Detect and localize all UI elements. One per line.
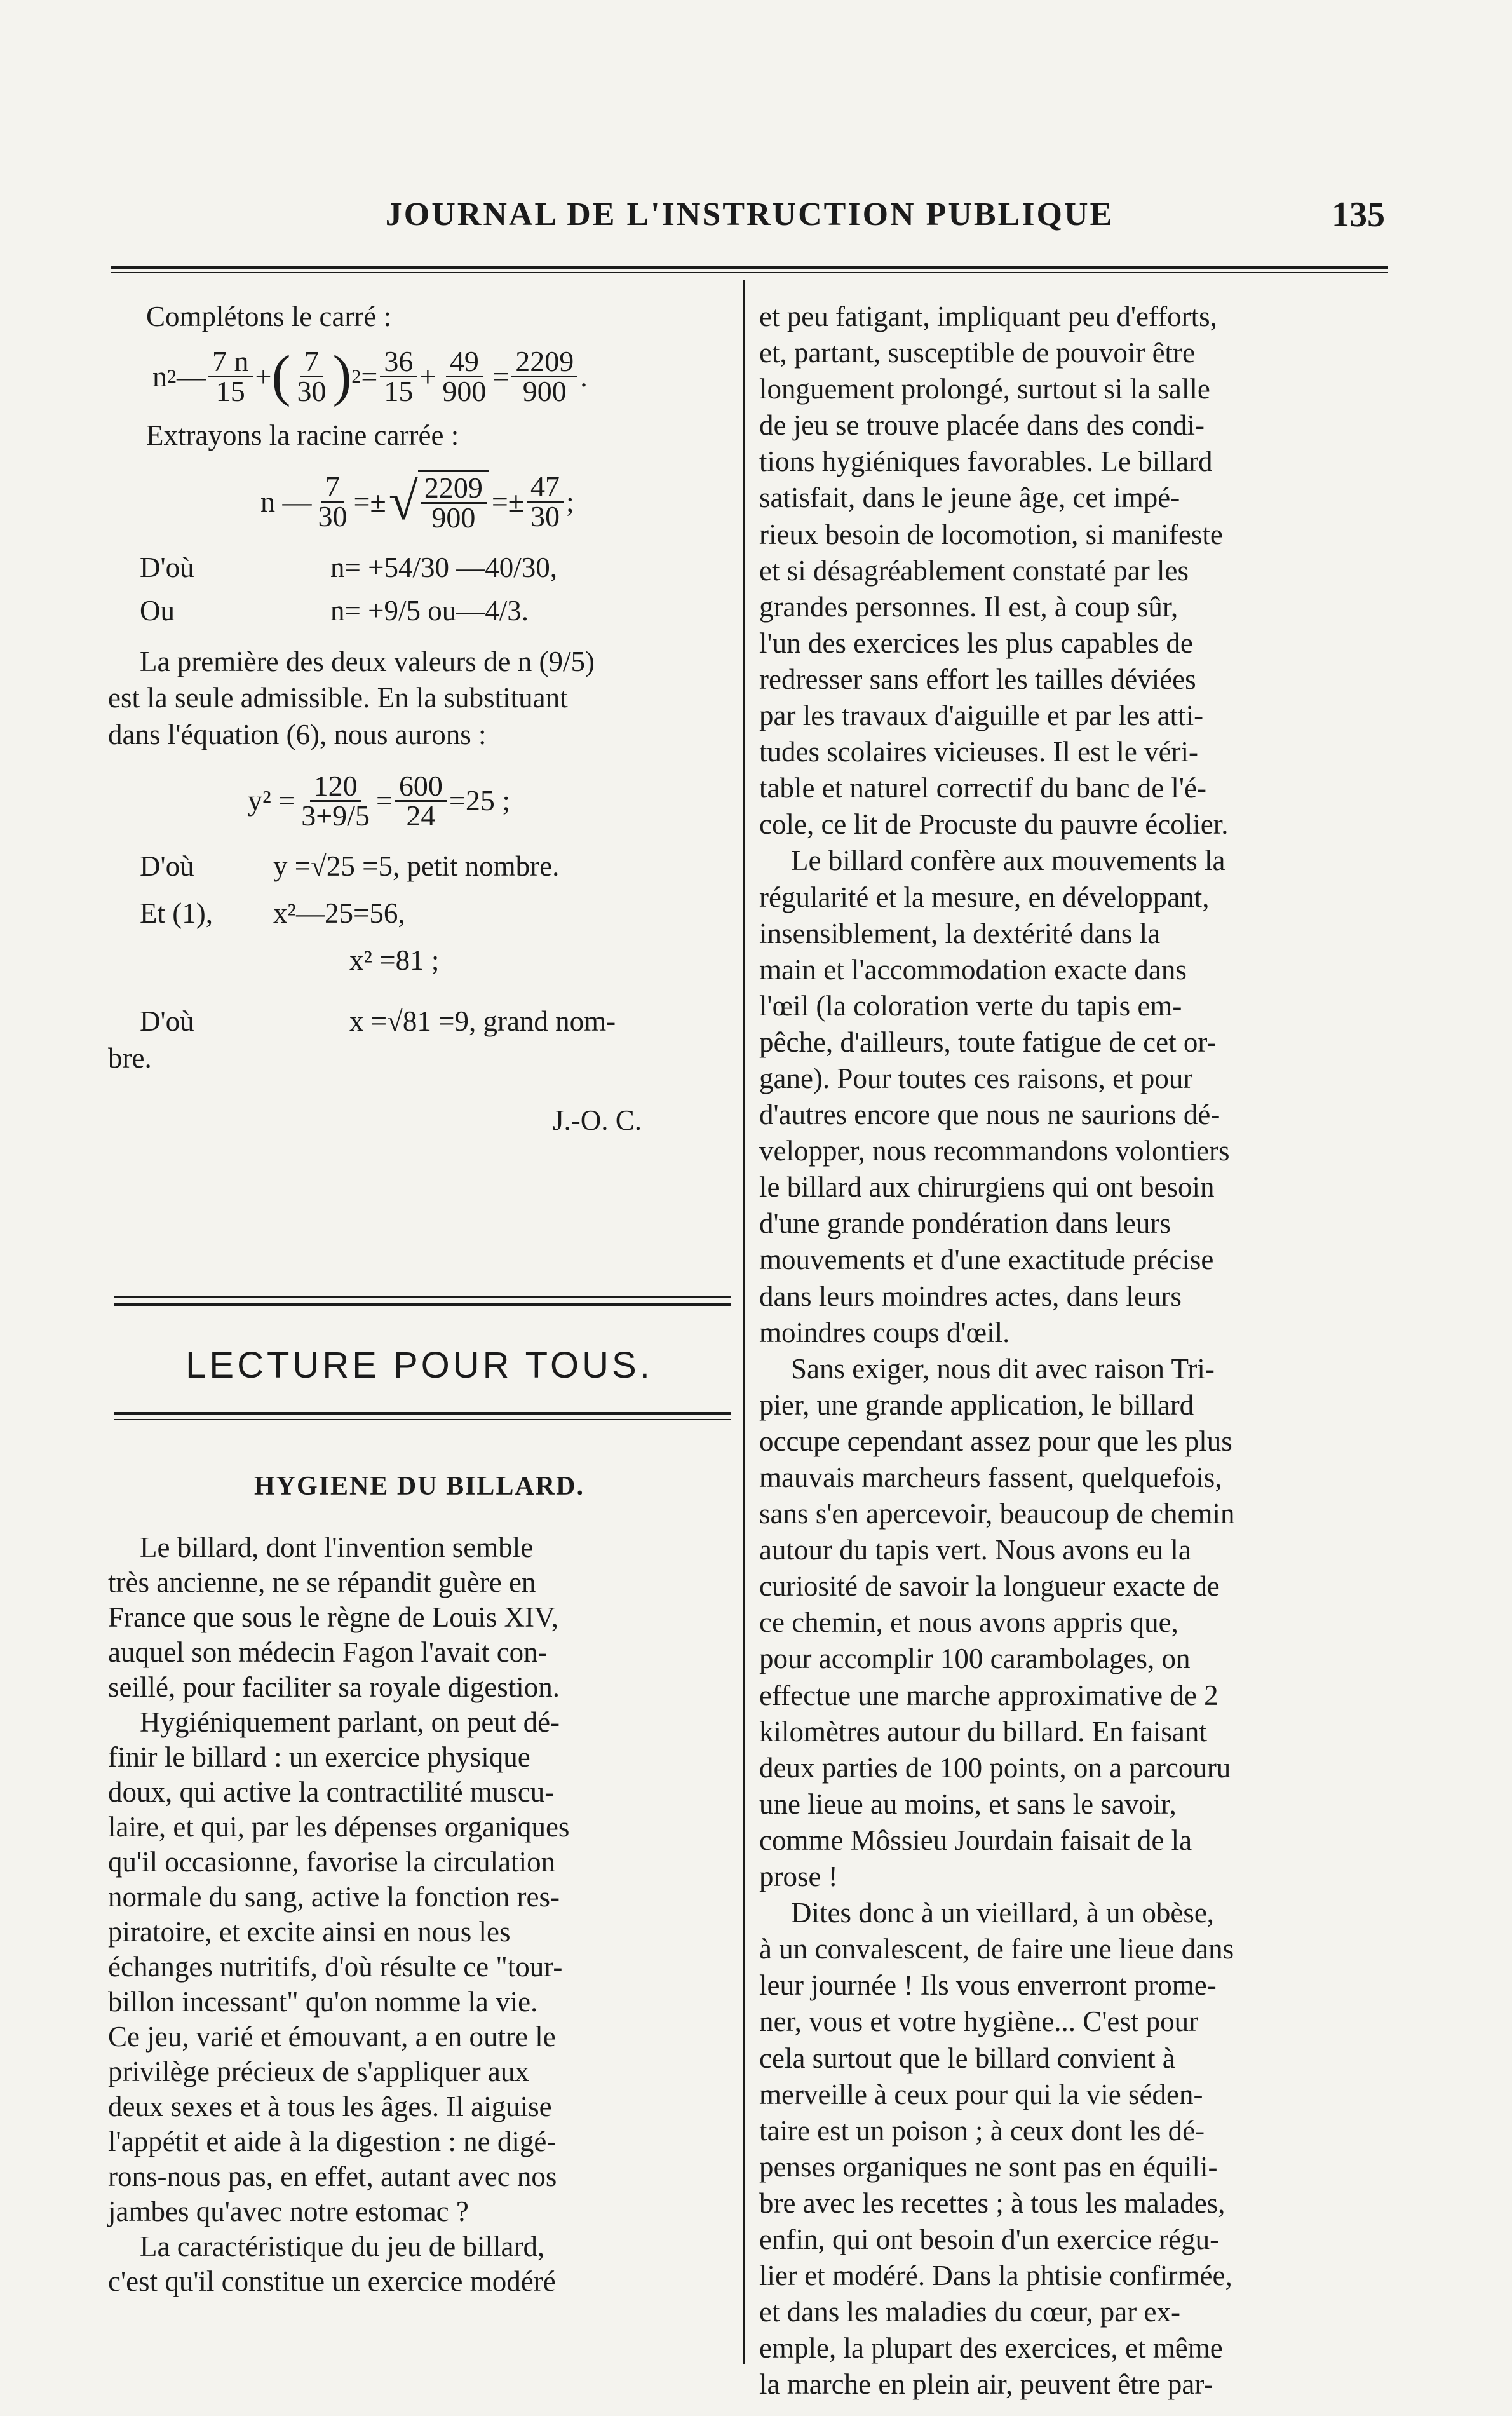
et-line: Et (1), x²—25=56, (140, 897, 405, 930)
text-line: velopper, nous recommandons volontiers (759, 1135, 1230, 1167)
dou-line-1: D'où n= +54/30 —40/30, (140, 551, 558, 583)
eq2-frac-3: $\frac{47}{30}$ (527, 473, 564, 531)
text-line: par les travaux d'aiguille et par les atti- (759, 700, 1204, 732)
text-line: ner, vous et votre hygiène... C'est pour (759, 2005, 1199, 2038)
text-line: tions hygiéniques favorables. Le billard (759, 445, 1213, 478)
text-line: lier et modéré. Dans la phtisie confirmée, (759, 2260, 1232, 2292)
text-line: leur journée ! Ils vous enverront prome- (759, 1969, 1217, 2002)
text-line: occupe cependant assez pour que les plus (759, 1425, 1232, 1457)
text-line: prose ! (759, 1861, 838, 1893)
eq1-equals: = (361, 360, 378, 393)
text-line: Sans exiger, nous dit avec raison Tri- (791, 1352, 1215, 1385)
text-line: curiosité de savoir la longueur exacte de (759, 1570, 1220, 1603)
text-line: la marche en plein air, peuvent être par- (759, 2368, 1213, 2401)
text-line: Dites donc à un vieillard, à un obèse, (791, 1897, 1215, 1929)
eq1-frac-2: $\frac{7}{30}$ (297, 344, 327, 407)
eq1-frac-4: $\frac{49}{900}$ (442, 344, 487, 407)
text-line: ce chemin, et nous avons appris que, (759, 1606, 1178, 1639)
eq1-plus: + (255, 360, 272, 393)
text-line: deux parties de 100 points, on a parcouru (759, 1751, 1231, 1784)
text-line: grandes personnes. Il est, à coup sûr, (759, 590, 1178, 623)
text-line: effectue une marche approximative de 2 (759, 1679, 1218, 1711)
text-line: bre avec les recettes ; à tous les malades, (759, 2187, 1225, 2219)
running-head: JOURNAL DE L'INSTRUCTION PUBLIQUE (385, 196, 1114, 233)
eq1-sup2: 2 (351, 365, 361, 387)
bre-line: bre. (108, 1042, 152, 1075)
dou-line-2: D'où y =√25 =5, petit nombre. (140, 850, 560, 883)
text-line: moindres coups d'œil. (759, 1316, 1010, 1348)
text-line: de jeu se trouve placée dans des condi- (759, 409, 1205, 442)
text-line: mauvais marcheurs fassent, quelquefois, (759, 1462, 1222, 1493)
eq1-frac-1: $\frac{7 n}{15}$ (208, 348, 253, 405)
text-line: régularité et la mesure, en développant, (759, 881, 1210, 913)
text-line: dans leurs moindres actes, dans leurs (759, 1280, 1182, 1312)
text-line: une lieue au moins, et sans le savoir, (759, 1788, 1177, 1820)
text-line: enfin, qui ont besoin d'un exercice régu- (759, 2223, 1220, 2255)
text-line: satisfait, dans le jeune âge, cet impé- (759, 482, 1180, 514)
text-line: emple, la plupart des exercices, et même (759, 2332, 1223, 2365)
section-rule-top-2 (114, 1303, 731, 1306)
text-line: pour accomplir 100 carambolages, on (759, 1643, 1191, 1675)
equation-3: y² = $\frac{120}{3+9/5}$ = $\frac{600}{24}$ =25 ; (248, 769, 511, 832)
page-number: 135 (1332, 195, 1385, 234)
header-rule-thin (111, 272, 1388, 273)
text-line: redresser sans effort les tailles déviées (759, 663, 1196, 695)
header-rule (111, 266, 1388, 269)
text-line: l'un des exercices les plus capables de (759, 627, 1193, 659)
text-line: comme Môssieu Jourdain faisait de la (759, 1824, 1192, 1856)
text-line: et, partant, susceptible de pouvoir être (759, 337, 1196, 369)
eq2-lhs: n — (260, 485, 312, 519)
eq2-sqrt: √ $\frac{2209}{900}$ (389, 470, 489, 534)
text-line: d'une grande pondération dans leurs (759, 1207, 1171, 1240)
text-line: et dans les maladies du cœur, par ex- (759, 2296, 1180, 2328)
text-line: sans s'en apercevoir, beaucoup de chemin (759, 1498, 1235, 1530)
text-line: tudes scolaires vicieuses. Il est le véri- (759, 736, 1199, 768)
dou-line-3: D'où x =√81 =9, grand nom- (140, 1005, 616, 1038)
text-line: gane). Pour toutes ces raisons, et pour (759, 1062, 1193, 1094)
text-line: autour du tapis vert. Nous avons eu la (759, 1534, 1191, 1566)
text-line: insensiblement, la dextérité dans la (759, 917, 1161, 949)
right-column (759, 299, 1385, 2403)
section-rule-bottom-2 (114, 1419, 731, 1420)
article-title: HYGIENE DU BILLARD. (254, 1472, 584, 1501)
text-line: et peu fatigant, impliquant peu d'efforts, (759, 301, 1217, 332)
text-line: cole, ce lit de Procuste du pauvre écolier. (759, 808, 1229, 841)
left-column (108, 299, 731, 1139)
text-line: pêche, d'ailleurs, toute fatigue de cet or- (759, 1026, 1217, 1058)
signature: J.-O. C. (552, 1104, 642, 1137)
eq1-minus: — (177, 360, 206, 393)
text-line: l'œil (la coloration verte du tapis em- (759, 989, 1182, 1022)
text-line: kilomètres autour du billard. En faisant (759, 1715, 1207, 1748)
section-rule-top-1 (114, 1296, 731, 1298)
eq1-frac-3: $\frac{36}{15}$ (380, 348, 417, 405)
text-line: table et naturel correctif du banc de l'é- (759, 772, 1206, 804)
extrayons-text: Extrayons la racine carrée : (146, 419, 459, 452)
column-divider (743, 280, 745, 2364)
text-line: d'autres encore que nous ne saurions dé- (759, 1099, 1220, 1131)
eq1-sup: 2 (167, 365, 177, 387)
text-line: à un convalescent, de faire une lieue dans (759, 1933, 1234, 1965)
eq3-frac-2: $\frac{600}{24}$ (395, 772, 447, 830)
text-line: et si désagréablement constaté par les (759, 554, 1189, 587)
text-line: merveille à ceux pour qui la vie séden- (759, 2078, 1203, 2110)
x2-line: x² =81 ; (349, 944, 440, 977)
eq1-var: n (152, 360, 167, 393)
text-line: main et l'accommodation exacte dans (759, 953, 1187, 986)
text-line: pier, une grande application, le billard (759, 1388, 1194, 1421)
text-line: taire est un poison ; à ceux dont les dé- (759, 2114, 1205, 2147)
completons-text: Complétons le carré : (146, 301, 392, 332)
ou-line: Ou n= +9/5 ou—4/3. (140, 594, 529, 627)
hygiene-text: Le billard, dont l'invention semble très ancienne, ne se répandit guère en France que sous le règne de Louis XIV, auquel son médecin Fagon l'avait con- seillé, pour faciliter sa royale digestion. Hygiéniquement parlant, on peut dé- finir le billard : un exercice physique doux, qui active la contractilité muscu- laire, et qui, par les dépenses organiques qu'il occasionne, favorise la circulation normale du sang, active la fonction res- piratoire, et excite ainsi en nous les échanges nutritifs, d'où résulte ce "tour- billon incessant" qu'on nomme la vie. Ce jeu, varié et émouvant, a en outre le privilège précieux de s'appliquer aux deux sexes et à tous les âges. Il aiguise l'appétit et aide à la digestion : ne digé- rons-nous pas, en effet, autant avec nos jambes qu'avec notre estomac ? La caractéristique du jeu de billard, c'est qu'il constitue un exercice modéré (108, 1531, 570, 2297)
text-line: penses organiques ne sont pas en équili- (759, 2150, 1218, 2183)
eq2-frac-1: $\frac{7}{30}$ (318, 470, 348, 533)
text-line: mouvements et d'une exactitude précise (759, 1244, 1214, 1276)
text-line: rieux besoin de locomotion, si manifeste (759, 518, 1223, 550)
section-rule-bottom-1 (114, 1412, 731, 1415)
text-line: Le billard confère aux mouvements la (791, 845, 1225, 877)
eq3-frac-1: $\frac{120}{3+9/5}$ (301, 769, 370, 832)
text-line: cela surtout que le billard convient à (759, 2042, 1175, 2074)
equation-2: n — $\frac{7}{30}$ =± √ $\frac{2209}{900}$ =± $\frac{47}{30}$ ; (260, 470, 574, 534)
eq1-frac-5: $\frac{2209}{900}$ (511, 348, 577, 405)
paragraph-admissible: La première des deux valeurs de n (9/5) est la seule admissible. En la substituant dans l'équation (6), nous aurons : (108, 645, 595, 750)
section-title: LECTURE POUR TOUS. (186, 1345, 653, 1386)
text-line: longuement prolongé, surtout si la salle (759, 373, 1210, 405)
text-line: le billard aux chirurgiens qui ont besoin (759, 1171, 1215, 1204)
equation-1: n 2 — $\frac{7 n}{15}$ + ( $\frac{7}{30}$ ) 2 = $\frac{36}{15}$ + $\frac{49}{900}$ = $\frac{2209}{900}$ . (152, 344, 588, 408)
